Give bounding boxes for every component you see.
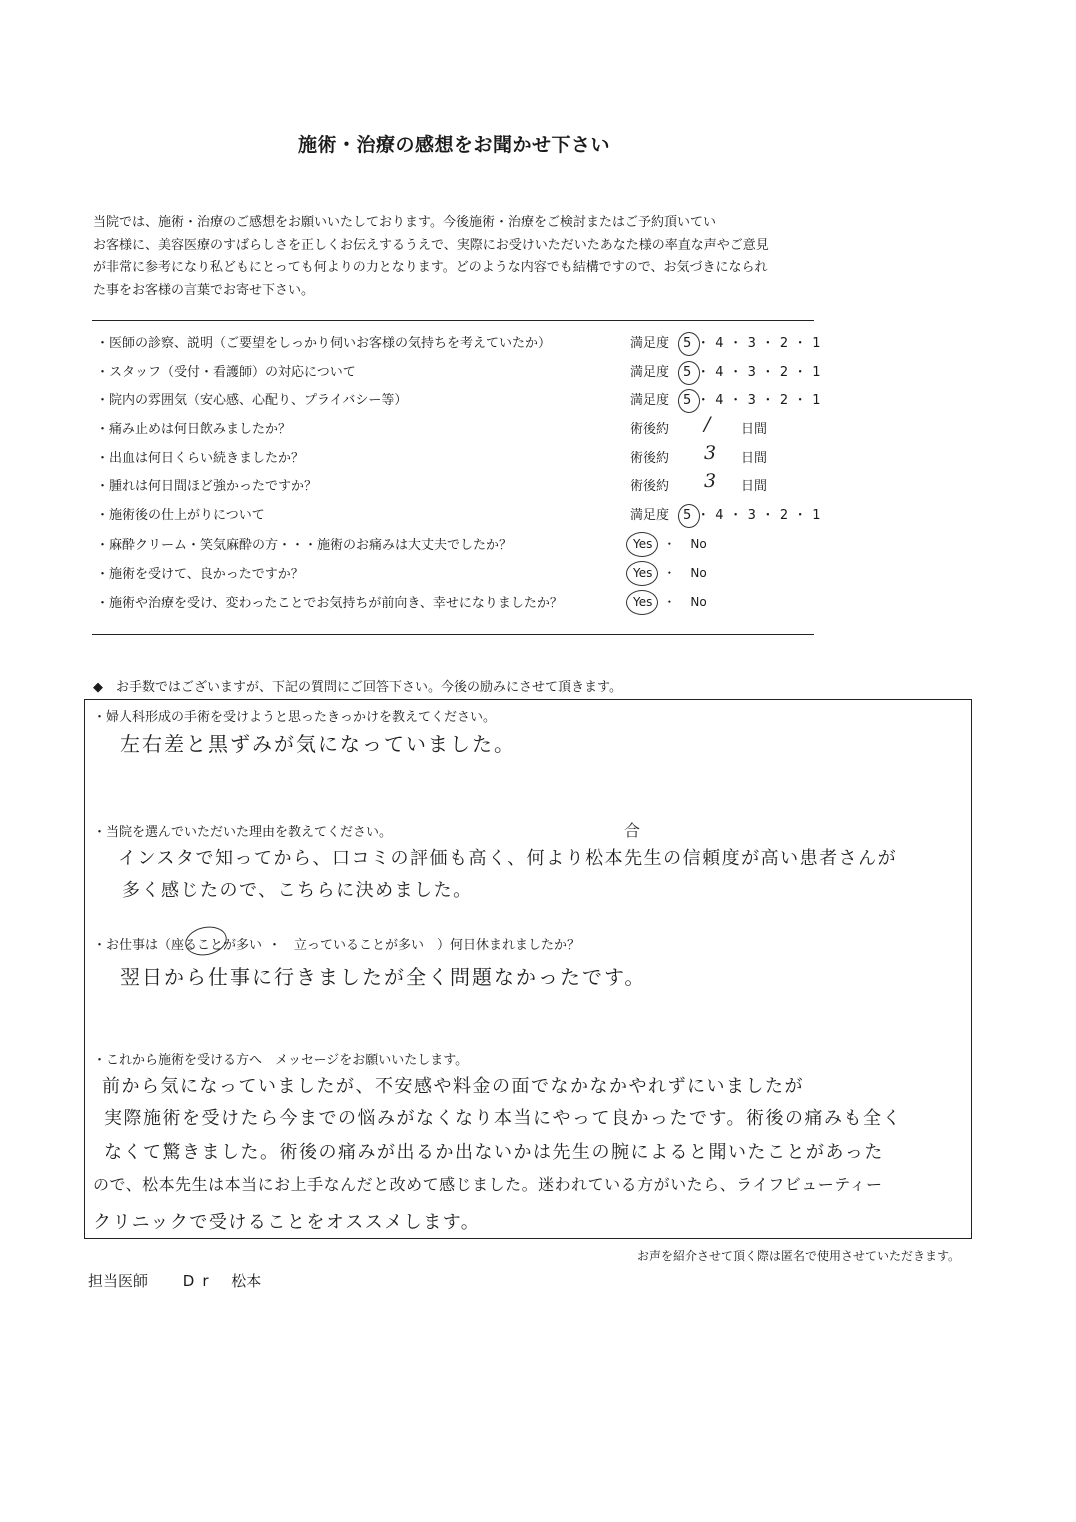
anonymity-note: お声を紹介させて頂く際は匿名で使用させていただきます。 (637, 1249, 961, 1263)
scale-value-circled[interactable]: 5 (683, 508, 692, 523)
days-unit: 日間 (741, 422, 768, 437)
free-question-message: ・これから施術を受ける方へ メッセージをお願いいたします。 (93, 1053, 469, 1068)
yes-option-circled[interactable]: Yes (630, 595, 655, 609)
free-question-motivation: ・婦人科形成の手術を受けようと思ったきっかけを教えてください。 (93, 710, 497, 725)
question-row-painkiller (0, 413, 1076, 441)
handwritten-message-line[interactable]: 実際施術を受けたら今までの悩みがなくなり本当にやって良かったです。術後の痛みも全く (104, 1108, 903, 1129)
satisfaction-scale[interactable]: 5 ・ 4 ・ 3 ・ 2 ・ 1 (683, 336, 821, 351)
no-option[interactable]: No (690, 537, 707, 551)
doctor-label: 担当医師 (88, 1272, 149, 1290)
question-text: ・出血は何日くらい続きましたか？ (96, 451, 305, 466)
question-row-atmosphere (0, 384, 1076, 412)
yes-option-circled[interactable]: Yes (630, 537, 655, 551)
handwritten-answer-reason-line1[interactable]: インスタで知ってから、口コミの評価も高く、何より松本先生の信頼度が高い患者さんが (118, 848, 898, 869)
question-text: ・施術後の仕上がりについて (96, 508, 265, 523)
question-row-staff (0, 356, 1076, 384)
question-row-doctor (0, 327, 1076, 355)
question-text: ・医師の診察、説明（ご要望をしっかり伺いお客様の気持ちを考えていたか） (96, 336, 552, 351)
free-question-work: ・お仕事は（座ることが多い ・ 立っていることが多い ）何日休まれましたか？ (93, 934, 580, 953)
handwritten-message-line[interactable]: 前から気になっていましたが、不安感や料金の面でなかなかやれずにいましたが (102, 1076, 804, 1097)
yes-option-circled[interactable]: Yes (630, 566, 655, 580)
yes-no-choice[interactable]: Yes ・ No (630, 564, 707, 581)
days-unit: 日間 (741, 479, 768, 494)
intro-paragraph: 当院では、施術・治療のご感想をお願いいたしております。今後施術・治療をご検討またはご予約頂いてい お客様に、美容医療のすばらしさを正しくお伝えするうえで、実際にお受けいただいたあなた様の率直な声やご意見 が非常に参考になり私どもにとっても何よりの力となります。どのような内容でも結構ですので、お気づきになられ た事をお客様の言葉でお寄せ下さい。 (93, 215, 769, 298)
no-option[interactable]: No (690, 566, 707, 580)
scale-value-circled[interactable]: 5 (683, 393, 692, 408)
question-text: ・施術を受けて、良かったですか？ (96, 567, 304, 582)
question-row-anesthesia (0, 529, 1076, 557)
days-answer[interactable]: 3 (704, 470, 717, 492)
free-question-reason: ・当院を選んでいただいた理由を教えてください。 (93, 825, 393, 840)
question-text: ・痛み止めは何日飲みましたか？ (96, 422, 292, 437)
days-unit: 日間 (741, 451, 768, 466)
handwritten-message-line[interactable]: なくて驚きました。術後の痛みが出るか出ないかは先生の腕によると聞いたことがあった (104, 1142, 884, 1163)
question-text: ・腫れは何日間ほど強かったですか？ (96, 479, 318, 494)
question-row-satisfied (0, 558, 1076, 586)
notice-text: ◆ お手数ではございますが、下記の質問にご回答下さい。今後の励みにさせて頂きます。 (93, 680, 622, 695)
satisfaction-scale[interactable]: 5 ・ 4 ・ 3 ・ 2 ・ 1 (683, 393, 821, 408)
satisfaction-label: 満足度 (630, 508, 670, 523)
question-text: ・スタッフ（受付・看護師）の対応について (96, 365, 356, 380)
question-text: ・院内の雰囲気（安心感、心配り、プライバシー等） (96, 393, 408, 408)
doctor-in-charge (88, 1270, 261, 1291)
handwritten-message-line[interactable]: クリニックで受けることをオススメします。 (93, 1212, 481, 1233)
doctor-name: 松本 (231, 1272, 262, 1290)
handwritten-answer-reason-line2[interactable]: 多く感じたので、こちらに決めました。 (122, 880, 473, 901)
days-answer[interactable]: / (704, 413, 711, 435)
satisfaction-scale[interactable]: 5 ・ 4 ・ 3 ・ 2 ・ 1 (683, 508, 821, 523)
question-text: ・施術や治療を受け、変わったことでお気持ちが前向き、幸せになりましたか？ (96, 596, 563, 611)
satisfaction-label: 満足度 (630, 365, 670, 380)
correction-mark: 合 (624, 821, 641, 840)
satisfaction-label: 満足度 (630, 336, 670, 351)
sitting-option-circled[interactable]: 座ることが多い (171, 934, 262, 953)
days-prefix: 術後約 (630, 422, 670, 437)
yes-no-choice[interactable]: Yes ・ No (630, 593, 707, 610)
section-divider-top (92, 320, 814, 321)
question-row-finish (0, 499, 1076, 527)
section-divider-bottom (92, 634, 814, 635)
satisfaction-scale[interactable]: 5 ・ 4 ・ 3 ・ 2 ・ 1 (683, 365, 821, 380)
question-row-bleeding (0, 442, 1076, 470)
days-prefix: 術後約 (630, 451, 670, 466)
handwritten-answer-motivation[interactable]: 左右差と黒ずみが気になっていました。 (120, 732, 516, 756)
question-row-swelling (0, 470, 1076, 498)
satisfaction-label: 満足度 (630, 393, 670, 408)
days-answer[interactable]: 3 (704, 442, 717, 464)
scale-value-circled[interactable]: 5 (683, 336, 692, 351)
scale-value-circled[interactable]: 5 (683, 365, 692, 380)
handwritten-message-line[interactable]: ので、松本先生は本当にお上手なんだと改めて感じました。迷われている方がいたら、ライフビューティー (93, 1175, 883, 1194)
handwritten-answer-work[interactable]: 翌日から仕事に行きましたが全く問題なかったです。 (120, 965, 647, 989)
question-row-positive (0, 587, 1076, 615)
days-prefix: 術後約 (630, 479, 670, 494)
no-option[interactable]: No (690, 595, 707, 609)
yes-no-choice[interactable]: Yes ・ No (630, 535, 707, 552)
page-title: 施術・治療の感想をお聞かせ下さい (297, 134, 610, 156)
question-text: ・麻酔クリーム・笑気麻酔の方・・・施術のお痛みは大丈夫でしたか？ (96, 538, 513, 553)
doctor-prefix: Dr (182, 1272, 217, 1290)
